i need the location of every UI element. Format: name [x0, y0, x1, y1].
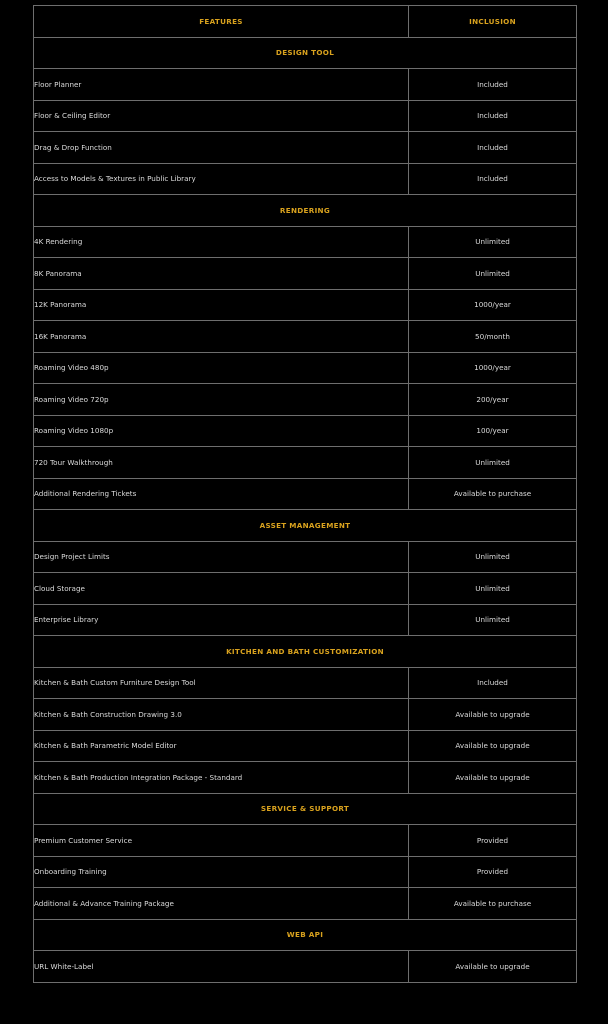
section-row-asset-management: [34, 510, 577, 542]
table-row: [34, 699, 577, 731]
table-row: [34, 888, 577, 920]
section-title: DESIGN TOOL: [34, 37, 577, 69]
inclusion-cell: Unlimited: [409, 447, 577, 479]
feature-cell: Kitchen & Bath Construction Drawing 3.0: [34, 699, 409, 731]
inclusion-cell: Provided: [409, 856, 577, 888]
feature-cell: Floor & Ceiling Editor: [34, 100, 409, 132]
section-row-rendering: [34, 195, 577, 227]
inclusion-cell: 100/year: [409, 415, 577, 447]
feature-cell: Premium Customer Service: [34, 825, 409, 857]
section-row-web-api: [34, 919, 577, 951]
table-row: [34, 667, 577, 699]
inclusion-cell: Unlimited: [409, 226, 577, 258]
section-row-service-support: [34, 793, 577, 825]
inclusion-cell: Included: [409, 163, 577, 195]
inclusion-cell: 200/year: [409, 384, 577, 416]
feature-cell: 8K Panorama: [34, 258, 409, 290]
feature-cell: Roaming Video 480p: [34, 352, 409, 384]
inclusion-cell: Unlimited: [409, 573, 577, 605]
feature-cell: Drag & Drop Function: [34, 132, 409, 164]
table-row: [34, 573, 577, 605]
table-row: [34, 415, 577, 447]
feature-cell: Enterprise Library: [34, 604, 409, 636]
feature-cell: 4K Rendering: [34, 226, 409, 258]
inclusion-cell: Unlimited: [409, 258, 577, 290]
feature-cell: Onboarding Training: [34, 856, 409, 888]
table-row: [34, 163, 577, 195]
inclusion-cell: Included: [409, 667, 577, 699]
inclusion-cell: Available to purchase: [409, 478, 577, 510]
inclusion-cell: Unlimited: [409, 541, 577, 573]
feature-cell: URL White-Label: [34, 951, 409, 983]
table-row: [34, 69, 577, 101]
feature-cell: 12K Panorama: [34, 289, 409, 321]
features-column-header: FEATURES: [34, 6, 409, 38]
table-row: [34, 447, 577, 479]
inclusion-cell: Available to upgrade: [409, 730, 577, 762]
feature-cell: Additional Rendering Tickets: [34, 478, 409, 510]
inclusion-cell: Available to upgrade: [409, 762, 577, 794]
inclusion-cell: 1000/year: [409, 352, 577, 384]
table-row: [34, 258, 577, 290]
inclusion-cell: Available to upgrade: [409, 699, 577, 731]
table-row: [34, 951, 577, 983]
table-row: [34, 321, 577, 353]
feature-cell: Floor Planner: [34, 69, 409, 101]
table-row: [34, 289, 577, 321]
feature-cell: Design Project Limits: [34, 541, 409, 573]
table-row: [34, 100, 577, 132]
feature-cell: Kitchen & Bath Production Integration Package - Standard: [34, 762, 409, 794]
feature-cell: Kitchen & Bath Custom Furniture Design Tool: [34, 667, 409, 699]
table-row: [34, 132, 577, 164]
inclusion-cell: Available to upgrade: [409, 951, 577, 983]
table-row: [34, 856, 577, 888]
table-row: [34, 730, 577, 762]
inclusion-cell: Provided: [409, 825, 577, 857]
feature-cell: 720 Tour Walkthrough: [34, 447, 409, 479]
inclusion-cell: Available to purchase: [409, 888, 577, 920]
inclusion-cell: Included: [409, 100, 577, 132]
section-title: KITCHEN AND BATH CUSTOMIZATION: [34, 636, 577, 668]
inclusion-cell: 1000/year: [409, 289, 577, 321]
header-row: [34, 6, 577, 38]
table-row: [34, 352, 577, 384]
section-title: SERVICE & SUPPORT: [34, 793, 577, 825]
feature-cell: Roaming Video 720p: [34, 384, 409, 416]
inclusion-cell: Included: [409, 132, 577, 164]
table-row: [34, 762, 577, 794]
features-table: [33, 5, 577, 983]
inclusion-cell: Included: [409, 69, 577, 101]
feature-cell: Additional & Advance Training Package: [34, 888, 409, 920]
table-row: [34, 825, 577, 857]
section-title: ASSET MANAGEMENT: [34, 510, 577, 542]
feature-cell: Access to Models & Textures in Public Library: [34, 163, 409, 195]
table-row: [34, 226, 577, 258]
feature-cell: 16K Panorama: [34, 321, 409, 353]
inclusion-cell: Unlimited: [409, 604, 577, 636]
section-row-design-tool: [34, 37, 577, 69]
inclusion-cell: 50/month: [409, 321, 577, 353]
inclusion-column-header: INCLUSION: [409, 6, 577, 38]
table-row: [34, 478, 577, 510]
table-row: [34, 604, 577, 636]
section-title: RENDERING: [34, 195, 577, 227]
section-row-kitchen-bath: [34, 636, 577, 668]
section-title: WEB API: [34, 919, 577, 951]
table-row: [34, 384, 577, 416]
feature-cell: Roaming Video 1080p: [34, 415, 409, 447]
feature-cell: Cloud Storage: [34, 573, 409, 605]
table-row: [34, 541, 577, 573]
feature-cell: Kitchen & Bath Parametric Model Editor: [34, 730, 409, 762]
